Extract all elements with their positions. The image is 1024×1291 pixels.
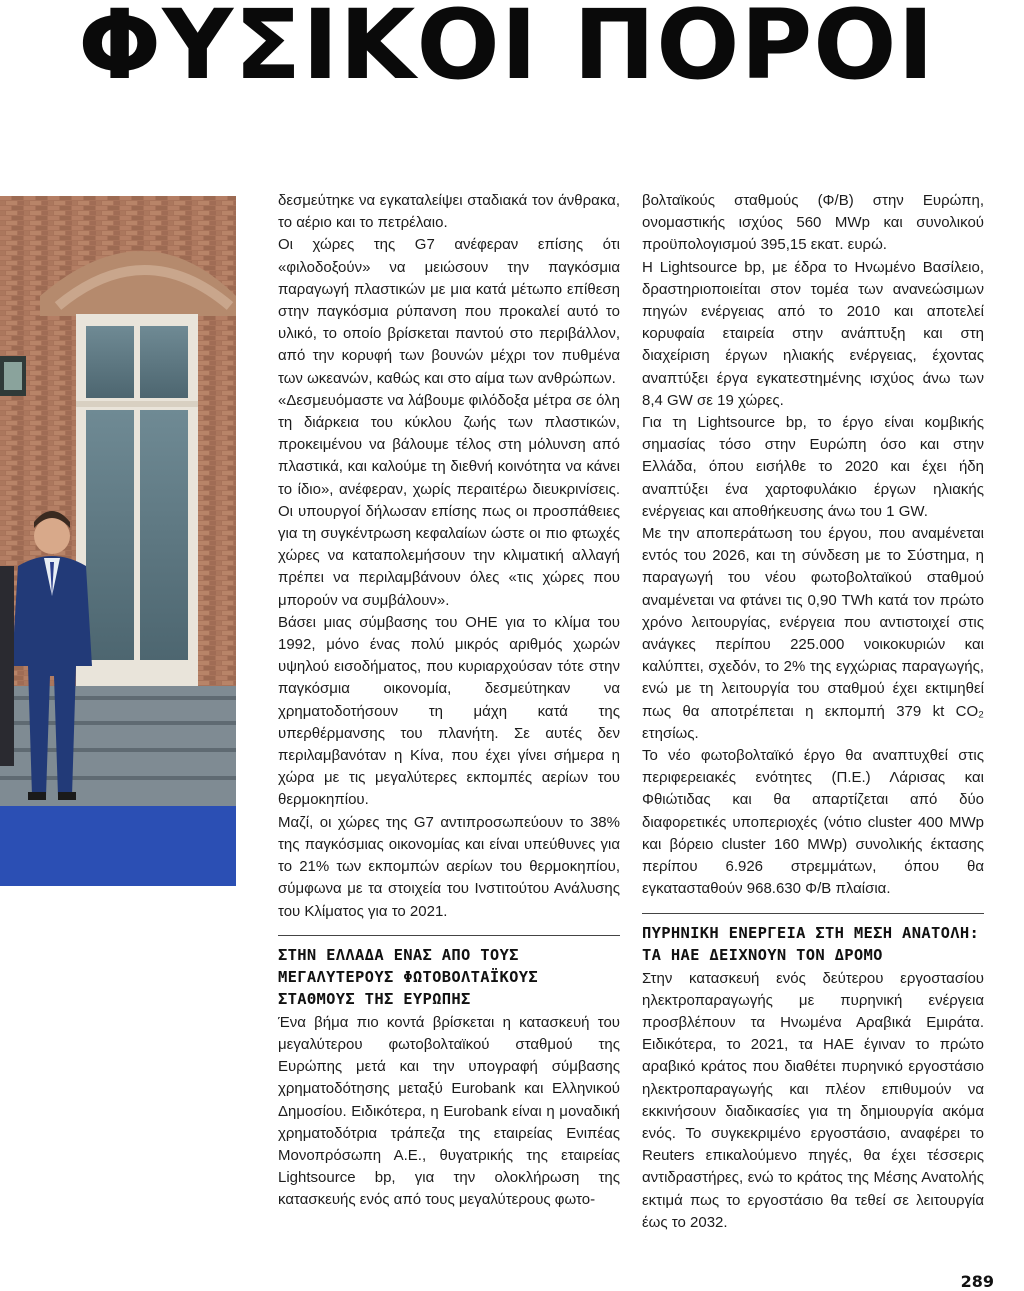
paragraph: «Δεσμευόμαστε να λάβουμε φιλόδοξα μέτρα σε όλη τη διάρκεια του κύκλου ζωής των πλαστικών, προκειμένου να βάλουμε τέλος στη μόλυνση από πλαστικά, και καλούμε τη διεθνή κοινότητα να κάνει το ίδιο», ανέφεραν, χωρίς περαιτέρω διευκρινίσεις. Οι υπουργοί δήλωσαν επίσης πως οι προσπάθειες για τη συγκέντρωση κεφαλαίων ώστε οι πιο φτωχές χώρες να καταπολεμήσουν την κλιματική αλλαγή πρέπει να περιλαμβάνουν όλες «τις χώρες που μπορούν να συμβάλουν». [278, 391, 620, 609]
paragraph: Ένα βήμα πιο κοντά βρίσκεται η κατασκευή του μεγαλύτερου φωτοβολταϊκού σταθμού της Ευρώπης μετά και την υπογραφή σύμβασης χρηματοδότησης μεταξύ Eurobank και Ελληνικού Δημοσίου. Ειδικότερα, η Eurobank είναι η μοναδική χρηματοδότρια τράπεζα της εταιρείας Ενιπέας Μονοπρόσωπη Α.Ε., θυγατρικής της εταιρείας Lightsource bp, για την ολοκλήρωση της κατασκευής ενός από τους μεγαλύτερους φωτο- [278, 1013, 620, 1209]
paragraph: Οι χώρες της G7 ανέφεραν επίσης ότι «φιλοδοξούν» να μειώσουν την παγκόσμια παραγωγή πλαστικών με μια κατά μέτωπο επίθεση στην παγκόσμια ρύπανση που προκαλεί αυτό το υλικό, το οποίο βρίσκεται παντού στο περιβάλλον, από την κορυφή των βουνών μέχρι τον πυθμένα των ωκεανών, καθώς και στο αίμα των ανθρώπων. [278, 236, 620, 387]
paragraph: Στην κατασκευή ενός δεύτερου εργοστασίου ηλεκτροπαραγωγής με πυρηνική ενέργεια προσβλέπουν τα Ηνωμένα Αραβικά Εμιράτα. Ειδικότερα, το 2021, τα ΗΑΕ έγιναν το πρώτο αραβικό κράτος που διαθέτει πυρηνικό εργοστάσιο ηλεκτροπαραγωγής και πλέον επιθυμούν να εκκινήσουν διαδικασίες για τη δημιουργία ακόμα ενός. Το συγκεκριμένο εργοστάσιο, αναφέρει το Reuters επικαλούμενο πηγές, θα έχει τέσσερις αντιδραστήρες, ενώ το κράτος της Μέσης Ανατολής εκτιμά πως το εργοστάσιο θα τεθεί σε λειτουργία έως το 2032. [642, 969, 984, 1231]
section-divider [642, 913, 984, 914]
page-number: 289 [960, 1272, 994, 1291]
paragraph: Με την αποπεράτωση του έργου, που αναμένεται εντός του 2026, και τη σύνδεση με το Σύστημα, η παραγωγή του νέου φωτοβολταϊκού σταθμού αναμένεται να φτάνει τις 0,90 TWh κατά τον πρώτο χρόνο λειτουργίας, ενέργεια που αντιστοιχεί στις ανάγκες περίπου 225.000 νοικοκυριών και καλύπτει, σχεδόν, το 2% της εγχώριας παραγωγής, ενώ με τη λειτουργία του σταθμού έχει εκτιμηθεί πως θα αποτρέπεται η εκπομπή 379 kt CO₂ ετησίως. [642, 525, 984, 742]
paragraph: βολταϊκούς σταθμούς (Φ/Β) στην Ευρώπη, ονομαστικής ισχύος 560 MWp και συνολικού προϋπολογισμού 395,15 εκατ. ευρώ. [642, 192, 984, 254]
section-subheading: ΣΤΗΝ ΕΛΛΑΔΑ ΕΝΑΣ ΑΠΟ ΤΟΥΣ ΜΕΓΑΛΥΤΕΡΟΥΣ ΦΩΤΟΒΟΛΤΑΪΚΟΥΣ ΣΤΑΘΜΟΥΣ ΤΗΣ ΕΥΡΩΠΗΣ [278, 945, 539, 1008]
paragraph: Βάσει μιας σύμβασης του ΟΗΕ για το κλίμα του 1992, μόνο ένας πολύ μικρός αριθμός χωρών υψηλού εισοδήματος, που κυριαρχούσαν τότε στην παγκόσμια οικονομία, δεσμεύτηκαν να χρηματοδοτήσουν τη μάχη κατά της υπερθέρμανσης του πλανήτη. Σε αυτές δεν περιλαμβανόταν η Κίνα, που έχει γίνει σήμερα η χώρα με τις μεγαλύτερες εκπομπές αερίων του θερμοκηπίου. [278, 613, 620, 809]
paragraph: Η Lightsource bp, με έδρα το Ηνωμένο Βασίλειο, δραστηριοποιείται στον τομέα των ανανεώσιμων πηγών ενέργειας από το 2010 και αποτελεί κορυφαία εταιρεία στην ανάπτυξη και στη διαχείριση έργων ηλιακής ενέργειας, έχοντας αναπτύξει έργα εγκατεστημένης ισχύος άνω των 8,4 GW σε 19 χώρες. [642, 258, 984, 409]
photo-g7-minister [0, 196, 236, 886]
paragraph: Μαζί, οι χώρες της G7 αντιπροσωπεύουν το 38% της παγκόσμιας οικονομίας και είναι υπεύθυνες για το 21% των εκπομπών αερίων του θερμοκηπίου, σύμφωνα με τα στοιχεία του Ινστιτούτου Ανάλυσης του Κλίματος για το 2021. [278, 813, 620, 920]
article-column-1 [278, 190, 620, 1212]
paragraph: Το νέο φωτοβολταϊκό έργο θα αναπτυχθεί στις περιφερειακές ενότητες (Π.Ε.) Λάρισας και Φθιώτιδας και θα απαρτίζεται από δύο διαφορετικές υποπεριοχές (νότιο cluster 400 MWp και βόρειο cluster 160 MWp) συνολικής έκτασης περίπου 6.926 στρεμμάτων, όπου θα εγκατασταθούν 968.630 Φ/Β πλαίσια. [642, 747, 984, 898]
section-divider [278, 935, 620, 936]
section-subheading: ΠΥΡΗΝΙΚΗ ΕΝΕΡΓΕΙΑ ΣΤΗ ΜΕΣΗ ΑΝΑΤΟΛΗ: ΤΑ ΗΑΕ ΔΕΙΧΝΟΥΝ ΤΟΝ ΔΡΟΜΟ [642, 923, 980, 964]
article-column-2 [642, 190, 984, 1234]
paragraph: Για τη Lightsource bp, το έργο είναι κομβικής σημασίας τόσο στην Ευρώπη όσο και στην Ελλάδα, όπου εισήλθε το 2020 και έχει ήδη αναπτύξει ένα χαρτοφυλάκιο έργων ηλιακής ενέργειας και αποθήκευσης άνω του 1 GW. [642, 414, 984, 520]
paragraph: δεσμεύτηκε να εγκαταλείψει σταδιακά τον άνθρακα, το αέριο και το πετρέλαιο. [278, 192, 620, 232]
page-headline: ΦΥΣΙΚΟΙ ΠΟΡΟΙ [78, 0, 936, 101]
